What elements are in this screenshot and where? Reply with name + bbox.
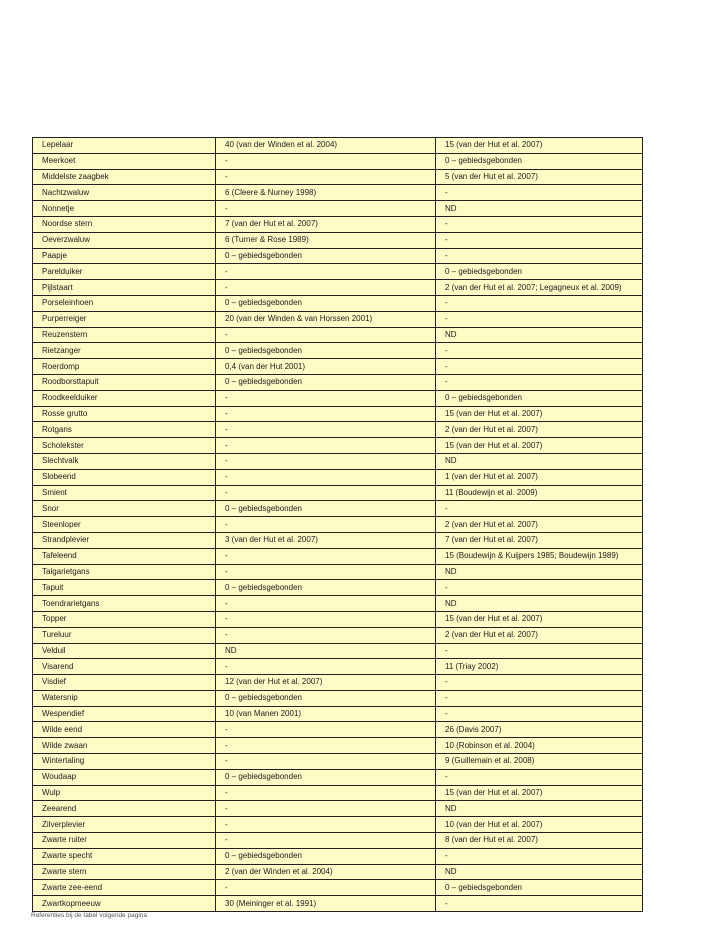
value-cell-a: 0,4 (van der Hut 2001) xyxy=(216,359,436,375)
species-name-cell: Wilde zwaan xyxy=(33,738,216,754)
value-cell-b: 26 (Davis 2007) xyxy=(436,722,643,738)
value-cell-b: 7 (van der Hut et al. 2007) xyxy=(436,532,643,548)
value-cell-a: - xyxy=(216,169,436,185)
value-cell-b: ND xyxy=(436,201,643,217)
value-cell-a: - xyxy=(216,517,436,533)
value-cell-b: - xyxy=(436,690,643,706)
table-row xyxy=(33,864,643,880)
table-row xyxy=(33,374,643,390)
value-cell-a: - xyxy=(216,785,436,801)
value-cell-a: - xyxy=(216,611,436,627)
value-cell-b: 10 (Robinson et al. 2004) xyxy=(436,738,643,754)
value-cell-b: 11 (Triay 2002) xyxy=(436,659,643,675)
value-cell-b: - xyxy=(436,185,643,201)
species-name-cell: Tafeleend xyxy=(33,548,216,564)
value-cell-a: - xyxy=(216,422,436,438)
table-row xyxy=(33,153,643,169)
species-name-cell: Zwartkopmeeuw xyxy=(33,896,216,912)
species-name-cell: Zeearend xyxy=(33,801,216,817)
value-cell-a: 7 (van der Hut et al. 2007) xyxy=(216,216,436,232)
value-cell-a: 0 – gebiedsgebonden xyxy=(216,690,436,706)
value-cell-b: 2 (van der Hut et al. 2007) xyxy=(436,627,643,643)
species-name-cell: Woudaap xyxy=(33,769,216,785)
species-name-cell: Purperreiger xyxy=(33,311,216,327)
value-cell-a: - xyxy=(216,153,436,169)
species-name-cell: Roerdomp xyxy=(33,359,216,375)
table-row xyxy=(33,833,643,849)
species-name-cell: Roodkeelduiker xyxy=(33,390,216,406)
value-cell-a: 0 – gebiedsgebonden xyxy=(216,580,436,596)
species-name-cell: Smient xyxy=(33,485,216,501)
value-cell-a: 30 (Meininger et al. 1991) xyxy=(216,896,436,912)
species-name-cell: Paapje xyxy=(33,248,216,264)
table-row xyxy=(33,848,643,864)
species-name-cell: Visarend xyxy=(33,659,216,675)
table-row xyxy=(33,580,643,596)
value-cell-b: - xyxy=(436,896,643,912)
species-name-cell: Zwarte zee-eend xyxy=(33,880,216,896)
table-row xyxy=(33,722,643,738)
value-cell-b: ND xyxy=(436,453,643,469)
footnote: Referenties bij de tabel volgende pagina xyxy=(31,912,148,919)
table-row xyxy=(33,406,643,422)
value-cell-a: 20 (van der Winden & van Horssen 2001) xyxy=(216,311,436,327)
species-name-cell: Nachtzwaluw xyxy=(33,185,216,201)
value-cell-b: 0 – gebiedsgebonden xyxy=(436,153,643,169)
species-name-cell: Velduil xyxy=(33,643,216,659)
table-row xyxy=(33,769,643,785)
species-name-cell: Noordse stern xyxy=(33,216,216,232)
value-cell-a: 10 (van Manen 2001) xyxy=(216,706,436,722)
species-name-cell: Slechtvalk xyxy=(33,453,216,469)
value-cell-b: - xyxy=(436,359,643,375)
species-name-cell: Roodborsttapuit xyxy=(33,374,216,390)
species-name-cell: Tapuit xyxy=(33,580,216,596)
value-cell-a: 6 (Cleere & Nurney 1998) xyxy=(216,185,436,201)
value-cell-b: - xyxy=(436,374,643,390)
table-row xyxy=(33,201,643,217)
value-cell-a: - xyxy=(216,327,436,343)
value-cell-a: - xyxy=(216,201,436,217)
value-cell-b: - xyxy=(436,343,643,359)
table-row xyxy=(33,390,643,406)
value-cell-b: 1 (van der Hut et al. 2007) xyxy=(436,469,643,485)
value-cell-a: - xyxy=(216,754,436,770)
value-cell-a: - xyxy=(216,817,436,833)
species-name-cell: Steenloper xyxy=(33,517,216,533)
value-cell-a: - xyxy=(216,722,436,738)
species-name-cell: Toendrarietgans xyxy=(33,596,216,612)
value-cell-b: 8 (van der Hut et al. 2007) xyxy=(436,833,643,849)
table-row xyxy=(33,517,643,533)
table-row xyxy=(33,690,643,706)
species-name-cell: Nonnetje xyxy=(33,201,216,217)
value-cell-b: 15 (van der Hut et al. 2007) xyxy=(436,138,643,154)
species-name-cell: Wilde eend xyxy=(33,722,216,738)
value-cell-b: - xyxy=(436,311,643,327)
value-cell-a: - xyxy=(216,453,436,469)
value-cell-b: 9 (Guillemain et al. 2008) xyxy=(436,754,643,770)
species-name-cell: Porseleinhoen xyxy=(33,295,216,311)
species-name-cell: Zwarte stern xyxy=(33,864,216,880)
value-cell-b: 15 (van der Hut et al. 2007) xyxy=(436,611,643,627)
value-cell-b: ND xyxy=(436,327,643,343)
species-name-cell: Rosse grutto xyxy=(33,406,216,422)
value-cell-b: 15 (Boudewijn & Kuijpers 1985; Boudewijn 1989) xyxy=(436,548,643,564)
value-cell-b: 0 – gebiedsgebonden xyxy=(436,880,643,896)
table-row xyxy=(33,675,643,691)
value-cell-b: 15 (van der Hut et al. 2007) xyxy=(436,785,643,801)
value-cell-a: - xyxy=(216,264,436,280)
species-name-cell: Meerkoet xyxy=(33,153,216,169)
value-cell-a: - xyxy=(216,469,436,485)
value-cell-b: ND xyxy=(436,596,643,612)
table-row xyxy=(33,643,643,659)
species-name-cell: Scholekster xyxy=(33,438,216,454)
value-cell-a: 0 – gebiedsgebonden xyxy=(216,295,436,311)
value-cell-a: 2 (van der Winden et al. 2004) xyxy=(216,864,436,880)
value-cell-a: 40 (van der Winden et al. 2004) xyxy=(216,138,436,154)
table-row xyxy=(33,138,643,154)
value-cell-b: 2 (van der Hut et al. 2007) xyxy=(436,422,643,438)
table-row xyxy=(33,343,643,359)
value-cell-a: 0 – gebiedsgebonden xyxy=(216,769,436,785)
table-row xyxy=(33,754,643,770)
value-cell-a: - xyxy=(216,627,436,643)
value-cell-a: ND xyxy=(216,643,436,659)
table-row xyxy=(33,706,643,722)
value-cell-b: 15 (van der Hut et al. 2007) xyxy=(436,438,643,454)
table-row xyxy=(33,738,643,754)
value-cell-a: - xyxy=(216,880,436,896)
value-cell-a: - xyxy=(216,564,436,580)
value-cell-b: - xyxy=(436,295,643,311)
species-name-cell: Strandplevier xyxy=(33,532,216,548)
species-name-cell: Parelduiker xyxy=(33,264,216,280)
value-cell-a: 3 (van der Hut et al. 2007) xyxy=(216,532,436,548)
table-row xyxy=(33,438,643,454)
species-table xyxy=(32,137,643,912)
table-row xyxy=(33,327,643,343)
table-row xyxy=(33,248,643,264)
species-name-cell: Topper xyxy=(33,611,216,627)
species-name-cell: Lepelaar xyxy=(33,138,216,154)
table-row xyxy=(33,295,643,311)
value-cell-a: - xyxy=(216,438,436,454)
value-cell-b: ND xyxy=(436,864,643,880)
value-cell-b: - xyxy=(436,232,643,248)
value-cell-b: 2 (van der Hut et al. 2007; Legagneux et al. 2009) xyxy=(436,280,643,296)
species-name-cell: Rietzanger xyxy=(33,343,216,359)
species-name-cell: Snor xyxy=(33,501,216,517)
value-cell-b: 0 – gebiedsgebonden xyxy=(436,390,643,406)
value-cell-a: 0 – gebiedsgebonden xyxy=(216,501,436,517)
value-cell-a: - xyxy=(216,833,436,849)
value-cell-b: ND xyxy=(436,801,643,817)
table-row xyxy=(33,548,643,564)
value-cell-a: 0 – gebiedsgebonden xyxy=(216,343,436,359)
table-row xyxy=(33,801,643,817)
species-name-cell: Zwarte ruiter xyxy=(33,833,216,849)
value-cell-a: - xyxy=(216,548,436,564)
value-cell-b: - xyxy=(436,248,643,264)
species-name-cell: Zilverplevier xyxy=(33,817,216,833)
value-cell-a: - xyxy=(216,390,436,406)
species-name-cell: Watersnip xyxy=(33,690,216,706)
value-cell-b: 15 (van der Hut et al. 2007) xyxy=(436,406,643,422)
species-name-cell: Rotgans xyxy=(33,422,216,438)
species-name-cell: Pijlstaart xyxy=(33,280,216,296)
value-cell-b: - xyxy=(436,769,643,785)
table-row xyxy=(33,169,643,185)
value-cell-b: 11 (Boudewijn et al. 2009) xyxy=(436,485,643,501)
value-cell-b: 0 – gebiedsgebonden xyxy=(436,264,643,280)
species-name-cell: Wintertaling xyxy=(33,754,216,770)
value-cell-a: - xyxy=(216,406,436,422)
value-cell-a: 0 – gebiedsgebonden xyxy=(216,374,436,390)
table-row xyxy=(33,422,643,438)
value-cell-a: 0 – gebiedsgebonden xyxy=(216,848,436,864)
species-name-cell: Tureluur xyxy=(33,627,216,643)
value-cell-a: 12 (van der Hut et al. 2007) xyxy=(216,675,436,691)
species-name-cell: Slobeend xyxy=(33,469,216,485)
table-row xyxy=(33,817,643,833)
table-row xyxy=(33,311,643,327)
value-cell-b: - xyxy=(436,501,643,517)
table-row xyxy=(33,596,643,612)
table-row xyxy=(33,501,643,517)
value-cell-a: - xyxy=(216,485,436,501)
value-cell-b: ND xyxy=(436,564,643,580)
value-cell-b: - xyxy=(436,675,643,691)
table-row xyxy=(33,280,643,296)
table-row xyxy=(33,627,643,643)
value-cell-a: - xyxy=(216,280,436,296)
value-cell-b: 5 (van der Hut et al. 2007) xyxy=(436,169,643,185)
value-cell-a: - xyxy=(216,659,436,675)
value-cell-a: 6 (Turner & Rose 1989) xyxy=(216,232,436,248)
table-row xyxy=(33,659,643,675)
value-cell-a: - xyxy=(216,738,436,754)
table-row xyxy=(33,785,643,801)
table-row xyxy=(33,485,643,501)
value-cell-a: - xyxy=(216,596,436,612)
table-row xyxy=(33,264,643,280)
value-cell-b: 10 (van der Hut et al. 2007) xyxy=(436,817,643,833)
table-row xyxy=(33,564,643,580)
value-cell-b: - xyxy=(436,580,643,596)
value-cell-b: - xyxy=(436,848,643,864)
species-name-cell: Middelste zaagbek xyxy=(33,169,216,185)
species-name-cell: Oeverzwaluw xyxy=(33,232,216,248)
table-row xyxy=(33,359,643,375)
table-row xyxy=(33,896,643,912)
table-row xyxy=(33,185,643,201)
value-cell-b: - xyxy=(436,216,643,232)
table-row xyxy=(33,532,643,548)
species-name-cell: Wulp xyxy=(33,785,216,801)
species-name-cell: Wespendief xyxy=(33,706,216,722)
species-name-cell: Taigarietgans xyxy=(33,564,216,580)
value-cell-a: - xyxy=(216,801,436,817)
value-cell-b: - xyxy=(436,706,643,722)
value-cell-a: 0 – gebiedsgebonden xyxy=(216,248,436,264)
value-cell-b: - xyxy=(436,643,643,659)
value-cell-b: 2 (van der Hut et al. 2007) xyxy=(436,517,643,533)
table-row xyxy=(33,880,643,896)
table-row xyxy=(33,453,643,469)
table-row xyxy=(33,611,643,627)
species-name-cell: Visdief xyxy=(33,675,216,691)
species-table-body xyxy=(33,138,643,912)
table-row xyxy=(33,232,643,248)
species-name-cell: Reuzenstern xyxy=(33,327,216,343)
table-row xyxy=(33,216,643,232)
table-row xyxy=(33,469,643,485)
species-name-cell: Zwarte specht xyxy=(33,848,216,864)
